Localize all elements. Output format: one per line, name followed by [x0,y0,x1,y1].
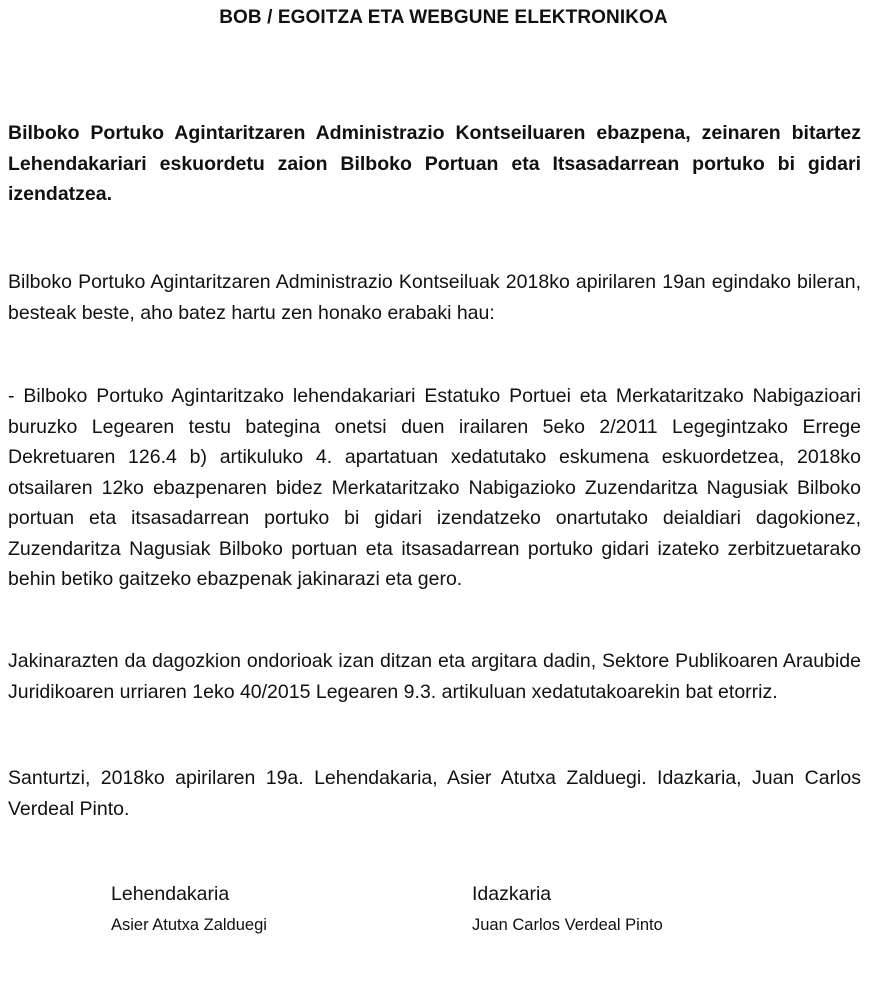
document-title: Bilboko Portuko Agintaritzaren Administrazio Kontseiluaren ebazpena, zeinaren bitartez Lehendakariari eskuordetu zaion Bilboko Portuan eta Itsasadarrean portuko bi gidari izendatzea. [8,122,861,205]
signature-role: Lehendakaria [111,883,230,905]
paragraph-notice: Jakinarazten da dagozkion ondorioak izan ditzan eta argitara dadin, Sektore Publikoaren Araubide Juridikoaren urriaren 1eko 40/2015 Legearen 9.3. artikuluan xedatutakoarekin bat etorriz. [8,650,861,703]
paragraph-place-date: Santurtzi, 2018ko apirilaren 19a. Lehendakaria, Asier Atutxa Zalduegi. Idazkaria, Juan Carlos Verdeal Pinto. [8,767,861,820]
signature-block-secretary [472,880,663,936]
paragraph-resolution: - Bilboko Portuko Agintaritzako lehendakariari Estatuko Portuei eta Merkataritzako Nabigazioari buruzko Legearen testu bategina onetsi duen irailaren 5eko 2/2011 Legegintzako Errege Dekretuaren 126.4 b) artikuluko 4. apartatuan xedatutako eskumena eskuordetzea, 2018ko otsailaren 12ko ebazpenaren bidez Merkataritzako Nabigazioko Zuzendaritza Nagusiak Bilboko portuan eta itsasadarrean portuko bi gidari izendatzeko onartutako deialdiari dagokionez, Zuzendaritza Nagusiak Bilboko portuan eta itsasadarrean portuko gidari izateko zerbitzuetarako behin betiko gaitzeko ebazpenak jakinarazi eta gero. [8,385,861,590]
signature-block-president [111,880,267,936]
signature-name: Juan Carlos Verdeal Pinto [472,916,663,934]
signature-name: Asier Atutxa Zalduegi [111,916,267,934]
document-header: BOB / EGOITZA ETA WEBGUNE ELEKTRONIKOA [219,7,668,28]
signature-role: Idazkaria [472,883,552,905]
paragraph-intro: Bilboko Portuko Agintaritzaren Administrazio Kontseiluak 2018ko apirilaren 19an egindako bileran, besteak beste, aho batez hartu zen honako erabaki hau: [8,271,861,324]
